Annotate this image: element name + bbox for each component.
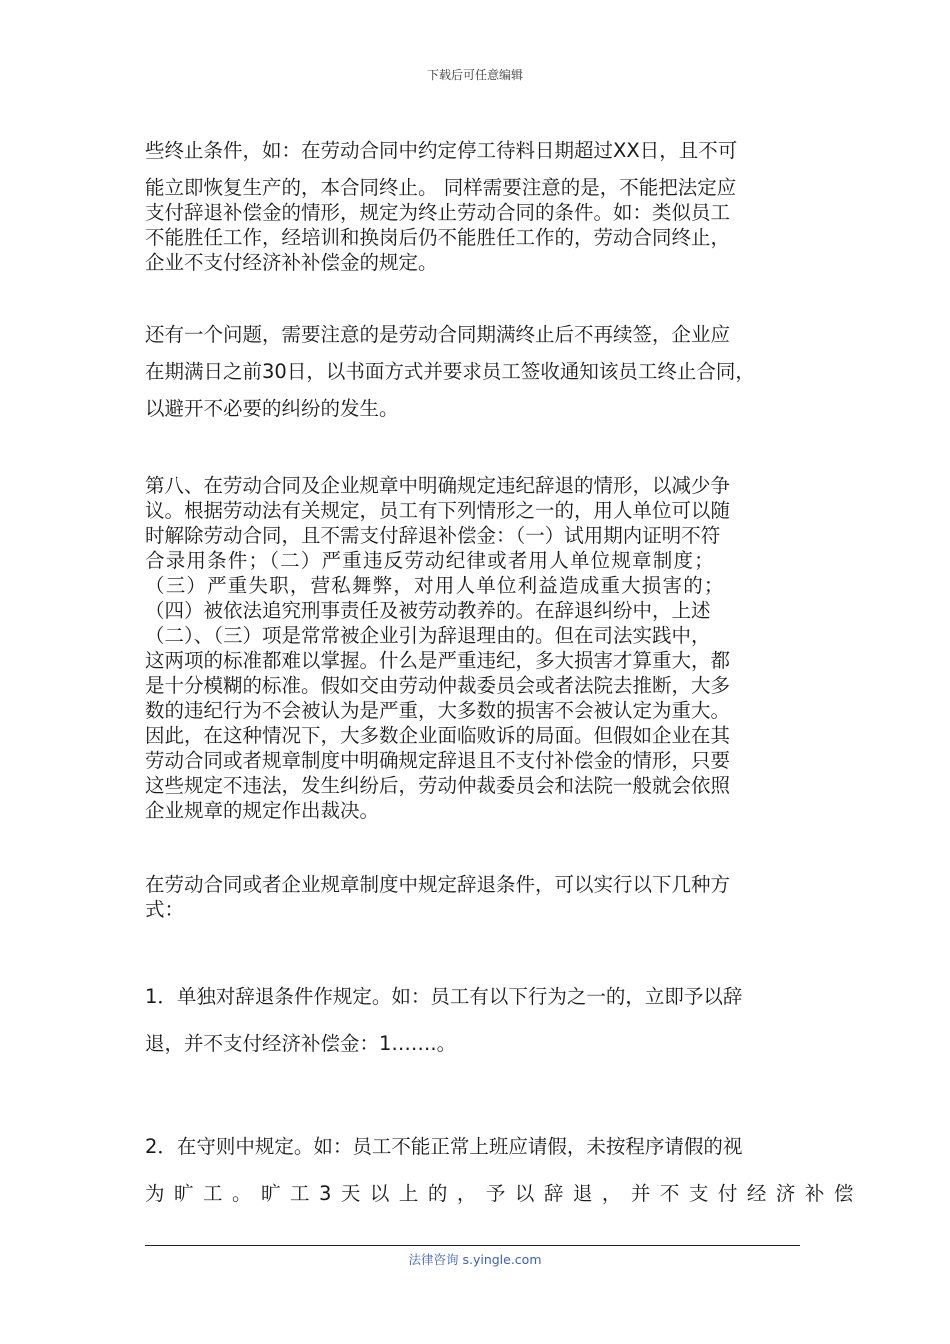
paragraph-contract-expiry [145, 322, 807, 422]
text-line: （四）被依法追究刑事责任及被劳动教养的。在辞退纠纷中，上述 [145, 599, 711, 622]
text-line: 这些规定不违法，发生纠纷后，劳动仲裁委员会和法院一般就会依照 [145, 774, 731, 797]
text-line: 数的违纪行为不会被认为是严重，大多数的损害不会被认定为重大。 [145, 699, 731, 722]
text-line: 以避开不必要的纠纷的发生。 [145, 397, 399, 420]
paragraph-termination-conditions [145, 138, 807, 275]
text-line: 在劳动合同或者企业规章制度中规定辞退条件，可以实行以下几种方 [145, 873, 731, 896]
text-line: 因此，在这种情况下，大多数企业面临败诉的局面。但假如企业在其 [145, 724, 731, 747]
text-line: 第八、在劳动合同及企业规章中明确规定违纪辞退的情形，以减少争 [145, 474, 731, 497]
text-line: 退，并不支付经济补偿金：1…….。 [145, 1032, 457, 1055]
text-line: （三）严重失职，营私舞弊，对用人单位利益造成重大损害的； [145, 574, 725, 597]
text-line: 2．在守则中规定。如：员工不能正常上班应请假，未按程序请假的视 [145, 1135, 743, 1158]
text-line: 式： [145, 898, 185, 921]
text-line: 不能胜任工作，经培训和换岗后仍不能胜任工作的，劳动合同终止， [145, 226, 731, 249]
footer-divider [145, 1245, 800, 1246]
text-line: （二）、（三）项是常常被企业引为辞退理由的。但在司法实践中， [145, 624, 711, 647]
text-line: 能立即恢复生产的，本合同终止。 同样需要注意的是，不能把法定应 [145, 176, 737, 199]
list-item-method-1 [145, 984, 807, 1057]
text-line: 是十分模糊的标准。假如交由劳动仲裁委员会或者法院去推断，大多 [145, 674, 731, 697]
text-line: 在期满日之前30日，以书面方式并要求员工签收通知该员工终止合同， [145, 360, 755, 383]
text-line: 还有一个问题，需要注意的是劳动合同期满终止后不再续签，企业应 [145, 323, 731, 346]
text-line: 支付辞退补偿金的情形，规定为终止劳动合同的条件。如：类似员工 [145, 201, 731, 224]
text-line: 企业不支付经济补补偿金的规定。 [145, 251, 438, 274]
text-line: 这两项的标准都难以掌握。什么是严重违纪，多大损害才算重大，都 [145, 649, 731, 672]
text-line: 议。根据劳动法有关规定，员工有下列情形之一的，用人单位可以随 [145, 499, 731, 522]
list-item-method-2 [145, 1134, 863, 1207]
text-line: 企业规章的规定作出裁决。 [145, 799, 380, 822]
text-line: 为旷工。旷工3天以上的，予以辞退，并不支付经济补偿 [145, 1182, 863, 1205]
paragraph-methods-intro [145, 872, 807, 922]
text-line: 些终止条件，如：在劳动合同中约定停工待料日期超过XX日，且不可 [145, 139, 738, 162]
text-line: 时解除劳动合同，且不需支付辞退补偿金：（一）试用期内证明不符 [145, 524, 721, 547]
text-line: 1．单独对辞退条件作规定。如：员工有以下行为之一的，立即予以辞 [145, 985, 743, 1008]
page-header: 下载后可任意编辑 [426, 68, 523, 82]
text-line: 合录用条件；（二）严重违反劳动纪律或者用人单位规章制度； [145, 549, 715, 572]
page-footer: 法律咨询 s.yingle.com [408, 1252, 542, 1267]
paragraph-article-eight [145, 473, 807, 823]
text-line: 劳动合同或者规章制度中明确规定辞退且不支付补偿金的情形，只要 [145, 749, 731, 772]
